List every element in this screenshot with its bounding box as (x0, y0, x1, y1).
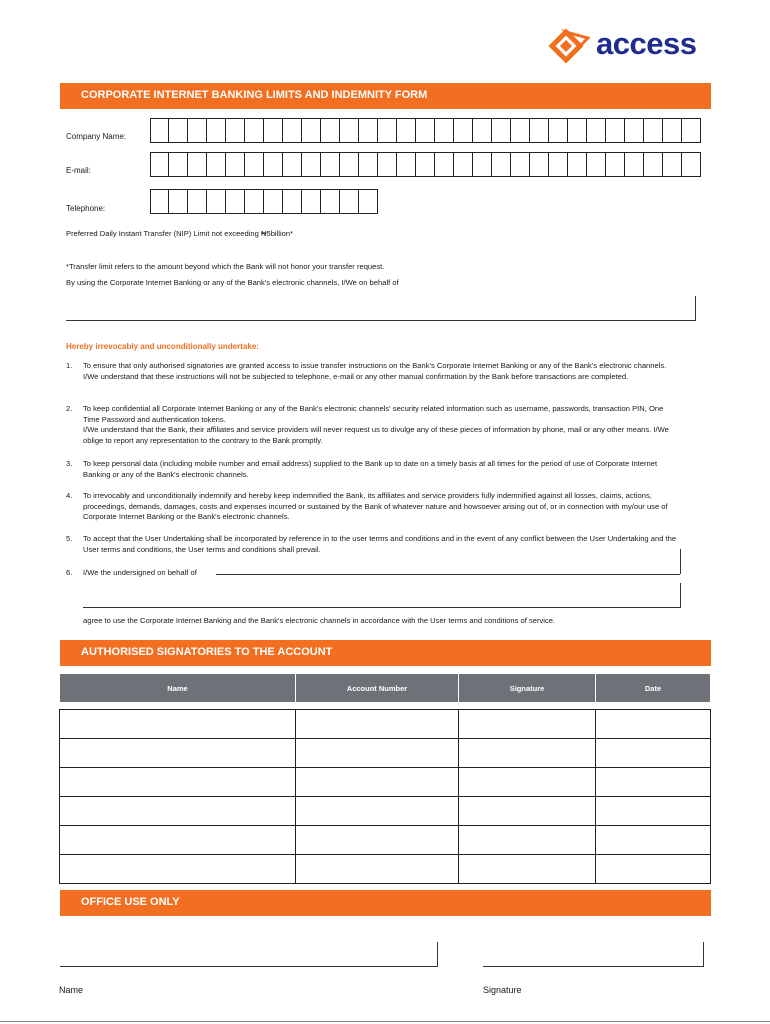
char-box[interactable] (359, 118, 378, 143)
char-box[interactable] (169, 118, 188, 143)
col-name-header: Name (60, 674, 296, 703)
page-bottom-border (0, 1021, 770, 1022)
char-box[interactable] (492, 152, 511, 177)
table-header-row (60, 674, 711, 703)
brand-name: access (596, 26, 697, 61)
table-row (60, 855, 711, 884)
item-number: 3. (66, 459, 73, 468)
signatories-title-bar (60, 640, 711, 666)
item-number: 6. (66, 568, 73, 577)
char-box[interactable] (473, 118, 492, 143)
name-cell[interactable] (60, 768, 296, 797)
char-box[interactable] (606, 118, 625, 143)
name-cell[interactable] (60, 797, 296, 826)
item-text: To keep confidential all Corporate Internet Banking or any of the Bank's electronic channels' security related information such as username, passwords, transaction PIN, One Time Password and authentication tokens. I/We understand that the Bank, their affiliates and service providers will never request us to divulge any of these pieces of information by phone, mail or any other means. I/We oblige to report any representation to the contrary to the Bank promptly. (83, 404, 669, 445)
char-box[interactable] (663, 152, 682, 177)
char-box[interactable] (207, 152, 226, 177)
signature-cell[interactable] (459, 826, 596, 855)
account-number-cell[interactable] (296, 768, 459, 797)
char-box[interactable] (169, 189, 188, 214)
office-name-line[interactable] (60, 966, 438, 967)
on-behalf-text: By using the Corporate Internet Banking or any of the Bank's electronic channels, I/We on behalf of (66, 278, 399, 287)
char-box[interactable] (207, 189, 226, 214)
char-box[interactable] (188, 189, 207, 214)
char-box[interactable] (682, 118, 701, 143)
on-behalf-line[interactable] (66, 320, 696, 321)
char-box[interactable] (321, 152, 340, 177)
char-box[interactable] (188, 152, 207, 177)
company-name-field[interactable] (150, 118, 701, 143)
telephone-field[interactable] (150, 189, 378, 214)
char-box[interactable] (340, 189, 359, 214)
telephone-label: Telephone: (66, 204, 106, 213)
on-behalf-line-end (695, 296, 696, 321)
char-box[interactable] (378, 118, 397, 143)
char-box[interactable] (625, 152, 644, 177)
char-box[interactable] (416, 152, 435, 177)
undersigned-second-line[interactable] (83, 607, 680, 608)
item-text: To accept that the User Undertaking shall be incorporated by reference in to the user terms and conditions and in the event of any conflict between the User Undertaking and the User terms and conditions, the User terms and conditions shall prevail. (83, 534, 677, 554)
second-line-end (680, 583, 681, 608)
char-box[interactable] (245, 118, 264, 143)
account-number-cell[interactable] (296, 797, 459, 826)
char-box[interactable] (207, 118, 226, 143)
char-box[interactable] (663, 118, 682, 143)
office-title: OFFICE USE ONLY (81, 896, 180, 908)
char-box[interactable] (150, 189, 169, 214)
char-box[interactable] (340, 118, 359, 143)
char-box[interactable] (321, 189, 340, 214)
char-box[interactable] (321, 118, 340, 143)
form-title-bar (60, 83, 711, 109)
char-box[interactable] (302, 118, 321, 143)
account-number-cell[interactable] (296, 855, 459, 884)
item-number: 5. (66, 534, 73, 543)
col-account-number-header: Account Number (296, 674, 459, 703)
char-box[interactable] (549, 118, 568, 143)
table-row (60, 768, 711, 797)
item5-line-end (680, 549, 681, 574)
undertake-heading: Hereby irrevocably and unconditionally undertake: (66, 342, 259, 351)
char-box[interactable] (283, 118, 302, 143)
char-box[interactable] (568, 152, 587, 177)
office-signature-line[interactable] (483, 966, 704, 967)
name-cell[interactable] (60, 855, 296, 884)
char-box[interactable] (511, 118, 530, 143)
account-number-cell[interactable] (296, 739, 459, 768)
char-box[interactable] (302, 189, 321, 214)
account-number-cell[interactable] (296, 710, 459, 739)
char-box[interactable] (549, 152, 568, 177)
date-cell[interactable] (596, 797, 711, 826)
item-text: To ensure that only authorised signatories are granted access to issue transfer instructions on the Bank's Corporate Internet Banking or any of the Bank's electronic channels. I/We understand that these instructions will not be subjected to telephone, e-mail or any other manual confirmation by the Bank before transactions are completed. (83, 361, 667, 381)
char-box[interactable] (264, 152, 283, 177)
col-date-header: Date (596, 674, 711, 703)
char-box[interactable] (568, 118, 587, 143)
char-box[interactable] (169, 152, 188, 177)
char-box[interactable] (435, 118, 454, 143)
char-box[interactable] (150, 118, 169, 143)
office-signature-label: Signature (483, 985, 522, 995)
item-number: 4. (66, 491, 73, 500)
signature-cell[interactable] (459, 710, 596, 739)
char-box[interactable] (340, 152, 359, 177)
char-box[interactable] (188, 118, 207, 143)
char-box[interactable] (150, 152, 169, 177)
date-cell[interactable] (596, 855, 711, 884)
char-box[interactable] (245, 189, 264, 214)
char-box[interactable] (492, 118, 511, 143)
form-title: CORPORATE INTERNET BANKING LIMITS AND INDEMNITY FORM (81, 89, 428, 101)
office-title-bar (60, 890, 711, 916)
item-text: I/We the undersigned on behalf of (83, 568, 197, 577)
char-box[interactable] (378, 152, 397, 177)
char-box[interactable] (454, 118, 473, 143)
char-box[interactable] (397, 118, 416, 143)
email-field[interactable] (150, 152, 701, 177)
signature-cell[interactable] (459, 855, 596, 884)
table-row (60, 826, 711, 855)
item-number: 1. (66, 361, 73, 370)
char-box[interactable] (511, 152, 530, 177)
header-spacer (60, 703, 711, 710)
char-box[interactable] (587, 118, 606, 143)
email-label: E-mail: (66, 166, 91, 175)
access-diamond-icon (548, 28, 590, 64)
signature-cell[interactable] (459, 739, 596, 768)
name-cell[interactable] (60, 739, 296, 768)
col-signature-header: Signature (459, 674, 596, 703)
agree-text: agree to use the Corporate Internet Banking and the Bank's electronic channels in accordance with the User terms and conditions of service. (83, 616, 556, 625)
char-box[interactable] (264, 118, 283, 143)
char-box[interactable] (587, 152, 606, 177)
char-box[interactable] (226, 189, 245, 214)
char-box[interactable] (454, 152, 473, 177)
signatories-title: AUTHORISED SIGNATORIES TO THE ACCOUNT (81, 646, 333, 658)
char-box[interactable] (682, 152, 701, 177)
date-cell[interactable] (596, 768, 711, 797)
char-box[interactable] (226, 152, 245, 177)
name-cell[interactable] (60, 826, 296, 855)
char-box[interactable] (226, 118, 245, 143)
item-number: 2. (66, 404, 73, 413)
char-box[interactable] (625, 118, 644, 143)
char-box[interactable] (473, 152, 492, 177)
office-signature-line-end (703, 942, 704, 967)
char-box[interactable] (397, 152, 416, 177)
char-box[interactable] (416, 118, 435, 143)
company-name-label: Company Name: (66, 132, 127, 141)
signatories-table (59, 673, 711, 884)
date-cell[interactable] (596, 826, 711, 855)
char-box[interactable] (606, 152, 625, 177)
char-box[interactable] (245, 152, 264, 177)
table-row (60, 710, 711, 739)
char-box[interactable] (435, 152, 454, 177)
item-text: To keep personal data (including mobile number and email address) supplied to the Bank up to date on a timely basis at all times for the period of use of Corporate Internet Banking or any of the Bank's electronic channels. (83, 459, 658, 479)
char-box[interactable] (283, 152, 302, 177)
table-row (60, 797, 711, 826)
office-name-label: Name (59, 985, 84, 995)
char-box[interactable] (283, 189, 302, 214)
char-box[interactable] (302, 152, 321, 177)
account-number-cell[interactable] (296, 826, 459, 855)
signature-cell[interactable] (459, 797, 596, 826)
date-cell[interactable] (596, 710, 711, 739)
signature-cell[interactable] (459, 768, 596, 797)
transfer-footnote: *Transfer limit refers to the amount beyond which the Bank will not honor your transfer request. (66, 262, 385, 271)
name-cell[interactable] (60, 710, 296, 739)
date-cell[interactable] (596, 739, 711, 768)
char-box[interactable] (264, 189, 283, 214)
undersigned-on-behalf-line[interactable] (216, 574, 680, 575)
office-name-line-end (437, 942, 438, 967)
item-text: To irrevocably and unconditionally indemnify and hereby keep indemnified the Bank, its affiliates and service providers fully indemnified against all losses, claims, actions, proceedings, demands, damages, costs and expenses incurred or sustained by the Bank of whatever nature and howsoever arising out of, or in connection with my/our use of Corporate Internet Banking or the Bank's electronic channels. (83, 491, 668, 522)
char-box[interactable] (644, 152, 663, 177)
char-box[interactable] (359, 189, 378, 214)
access-logo (548, 26, 718, 66)
char-box[interactable] (530, 118, 549, 143)
nip-limit-text: Preferred Daily Instant Transfer (NIP) Limit not exceeding ₦5billion* (66, 229, 294, 238)
table-row (60, 739, 711, 768)
char-box[interactable] (359, 152, 378, 177)
char-box[interactable] (644, 118, 663, 143)
char-box[interactable] (530, 152, 549, 177)
